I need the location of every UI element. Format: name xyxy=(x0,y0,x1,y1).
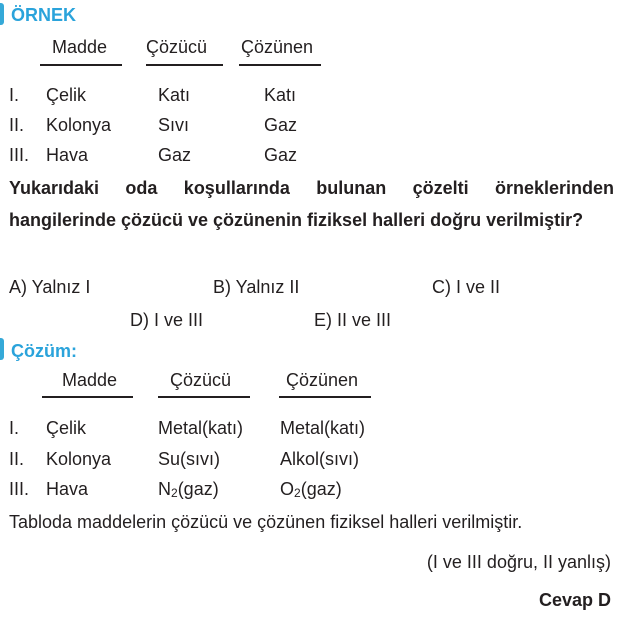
example-header-madde: Madde xyxy=(52,37,108,57)
solution-heading: Çözüm: xyxy=(11,341,77,361)
example-row-name: Hava xyxy=(46,145,89,165)
solution-header-madde: Madde xyxy=(62,370,118,390)
solution-header-underline-madde xyxy=(42,396,133,398)
solution-row-solvent: Metal(katı) xyxy=(158,418,244,438)
option-e[interactable]: E) II ve III xyxy=(314,310,392,330)
example-row-solute: Katı xyxy=(264,85,297,105)
example-header-underline-cozucu xyxy=(146,64,223,66)
example-header-cozucu: Çözücü xyxy=(146,37,208,57)
example-row-solvent: Katı xyxy=(158,85,191,105)
example-header-cozunen: Çözünen xyxy=(241,37,314,57)
solution-header-underline-cozucu xyxy=(158,396,250,398)
solution-row-solute: Metal(katı) xyxy=(280,418,366,438)
solvent-formula-state: (gaz) xyxy=(177,479,219,499)
solute-formula-subscript: 2 xyxy=(294,486,301,500)
solution-row-num: II. xyxy=(9,449,25,469)
option-d[interactable]: D) I ve III xyxy=(130,310,204,330)
example-row-num: II. xyxy=(9,115,25,135)
option-c[interactable]: C) I ve II xyxy=(432,277,501,297)
answer-label: Cevap D xyxy=(538,590,611,610)
example-row-name: Çelik xyxy=(46,85,87,105)
example-row-solvent: Sıvı xyxy=(158,115,190,135)
solute-formula-base: O xyxy=(280,479,295,499)
solution-explanation: Tabloda maddelerin çözücü ve çözünen fiziksel halleri verilmiştir. xyxy=(9,512,523,532)
example-row-num: III. xyxy=(9,145,30,165)
solution-header-cozucu: Çözücü xyxy=(170,370,232,390)
example-row-solute: Gaz xyxy=(264,115,298,135)
solute-formula-state: (gaz) xyxy=(300,479,342,499)
solution-row-num: I. xyxy=(9,418,20,438)
example-row-solute: Gaz xyxy=(264,145,298,165)
question-text: Yukarıdaki oda koşullarında bulunan çözelti örneklerinden hangilerinde çözücü ve çözünenin fiziksel halleri doğru verilmiştir? xyxy=(9,178,614,230)
solvent-formula-base: N xyxy=(158,479,171,499)
solution-row-solute: Alkol(sıvı) xyxy=(280,449,360,469)
example-row-solvent: Gaz xyxy=(158,145,192,165)
solution-accent-bar xyxy=(0,338,4,360)
option-a[interactable]: A) Yalnız I xyxy=(9,277,91,297)
example-row-name: Kolonya xyxy=(46,115,112,135)
example-header-underline-madde xyxy=(40,64,122,66)
solvent-formula-subscript: 2 xyxy=(171,486,178,500)
solution-row-solute xyxy=(280,480,342,498)
solution-verdict: (I ve III doğru, II yanlış) xyxy=(426,552,611,572)
example-accent-bar xyxy=(0,3,4,25)
solution-row-solvent xyxy=(158,480,219,498)
example-heading: ÖRNEK xyxy=(11,5,77,25)
solution-header-underline-cozunen xyxy=(279,396,371,398)
solution-row-num: III. xyxy=(9,479,30,499)
solution-row-name: Kolonya xyxy=(46,449,112,469)
example-header-underline-cozunen xyxy=(239,64,321,66)
example-row-num: I. xyxy=(9,85,20,105)
solution-row-name: Hava xyxy=(46,479,89,499)
solution-header-cozunen: Çözünen xyxy=(286,370,359,390)
option-b[interactable]: B) Yalnız II xyxy=(213,277,300,297)
solution-row-solvent: Su(sıvı) xyxy=(158,449,221,469)
solution-row-name: Çelik xyxy=(46,418,87,438)
